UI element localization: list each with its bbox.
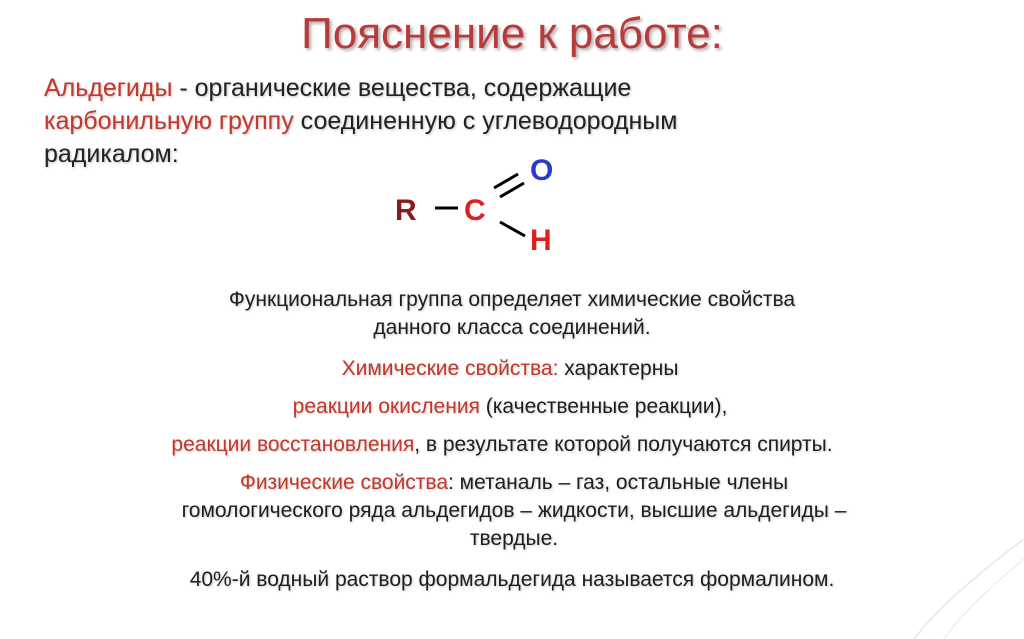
- aldehyde-structural-formula: [390, 150, 580, 260]
- oxidation-text: (качественные реакции),: [479, 395, 728, 418]
- term-carbonyl-group: карбонильную группу: [44, 107, 294, 135]
- functional-group-line-1: Функциональная группа определяет химические свойства: [228, 288, 796, 311]
- physical-properties-line-3: твердые.: [469, 527, 559, 550]
- oxidation-reactions-line: [0, 393, 1022, 421]
- bond-c-h: [500, 222, 525, 236]
- functional-group-paragraph: [0, 286, 1024, 342]
- definition-text-3: радикалом:: [44, 140, 179, 168]
- reduction-label: реакции восстановления: [171, 433, 415, 456]
- chemical-properties-label: Химические свойства:: [341, 357, 559, 380]
- physical-properties-paragraph: [2, 469, 1024, 553]
- reduction-reactions-line: [0, 431, 1014, 459]
- term-aldehydes: Альдегиды: [44, 74, 173, 102]
- definition-text-2: соединенную с углеводородным: [293, 107, 678, 135]
- bond-c-o-1: [494, 174, 518, 188]
- atom-h: H: [530, 224, 552, 257]
- physical-properties-text-1: : метаналь – газ, остальные члены: [448, 471, 789, 494]
- functional-group-line-2: данного класса соединений.: [373, 316, 651, 339]
- atom-r: R: [395, 194, 417, 227]
- physical-properties-label: Физические свойства: [239, 471, 449, 494]
- oxidation-label: реакции окисления: [292, 395, 480, 418]
- physical-properties-line-2: гомологического ряда альдегидов – жидкости, высшие альдегиды –: [181, 499, 847, 522]
- chemical-properties-line: [0, 355, 1022, 383]
- formalin-line: 40%-й водный раствор формальдегида называется формалином.: [189, 568, 835, 591]
- atom-o: O: [530, 154, 554, 187]
- chemical-properties-text: характерны: [558, 357, 679, 380]
- reduction-text: , в результате которой получаются спирты.: [414, 433, 833, 456]
- definition-text-1: - органические вещества, содержащие: [172, 74, 632, 102]
- atom-c: C: [464, 194, 486, 227]
- bond-c-o-2: [500, 183, 524, 197]
- slide-title: Пояснение к работе:: [301, 9, 723, 58]
